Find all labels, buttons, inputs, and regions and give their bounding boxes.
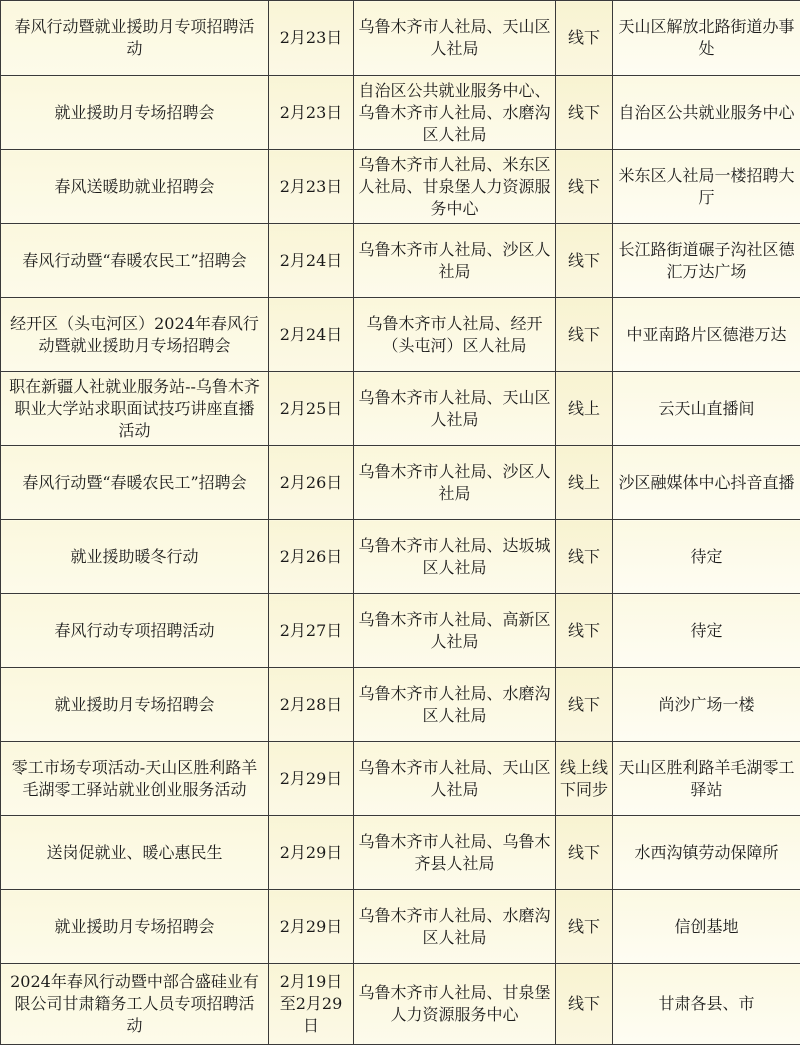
format-cell: 线下 <box>556 964 613 1045</box>
location-cell: 尚沙广场一楼 <box>613 668 800 742</box>
event-name-cell: 零工市场专项活动-天山区胜利路羊毛湖零工驿站就业创业服务活动 <box>1 742 269 816</box>
table-row <box>1 372 800 446</box>
organizer-cell: 乌鲁木齐市人社局、水磨沟区人社局 <box>354 890 556 964</box>
format-cell: 线上线下同步 <box>556 742 613 816</box>
location-cell: 水西沟镇劳动保障所 <box>613 816 800 890</box>
event-name-cell: 就业援助暖冬行动 <box>1 520 269 594</box>
event-date-cell: 2月23日 <box>269 76 354 150</box>
event-name-cell: 经开区（头屯河区）2024年春风行动暨就业援助月专场招聘会 <box>1 298 269 372</box>
event-date-cell: 2月24日 <box>269 224 354 298</box>
table-row <box>1 594 800 668</box>
organizer-cell: 乌鲁木齐市人社局、乌鲁木齐县人社局 <box>354 816 556 890</box>
location-cell: 待定 <box>613 594 800 668</box>
event-name-cell: 就业援助月专场招聘会 <box>1 76 269 150</box>
table-row <box>1 742 800 816</box>
event-date-cell: 2月28日 <box>269 668 354 742</box>
event-date-cell: 2月26日 <box>269 520 354 594</box>
location-cell: 中亚南路片区德港万达 <box>613 298 800 372</box>
event-date-cell: 2月25日 <box>269 372 354 446</box>
event-date-cell: 2月23日 <box>269 150 354 224</box>
organizer-cell: 乌鲁木齐市人社局、天山区人社局 <box>354 1 556 76</box>
format-cell: 线下 <box>556 668 613 742</box>
location-cell: 天山区解放北路街道办事处 <box>613 1 800 76</box>
event-date-cell: 2月27日 <box>269 594 354 668</box>
event-name-cell: 2024年春风行动暨中部合盛硅业有限公司甘肃籍务工人员专项招聘活动 <box>1 964 269 1045</box>
format-cell: 线下 <box>556 1 613 76</box>
format-cell: 线上 <box>556 372 613 446</box>
table-row <box>1 150 800 224</box>
organizer-cell: 乌鲁木齐市人社局、经开（头屯河）区人社局 <box>354 298 556 372</box>
event-name-cell: 春风送暖助就业招聘会 <box>1 150 269 224</box>
event-name-cell: 春风行动专项招聘活动 <box>1 594 269 668</box>
organizer-cell: 乌鲁木齐市人社局、沙区人社局 <box>354 446 556 520</box>
location-cell: 自治区公共就业服务中心 <box>613 76 800 150</box>
location-cell: 甘肃各县、市 <box>613 964 800 1045</box>
format-cell: 线下 <box>556 224 613 298</box>
format-cell: 线下 <box>556 150 613 224</box>
organizer-cell: 乌鲁木齐市人社局、水磨沟区人社局 <box>354 668 556 742</box>
event-name-cell: 春风行动暨“春暖农民工”招聘会 <box>1 224 269 298</box>
event-date-cell: 2月29日 <box>269 742 354 816</box>
event-name-cell: 春风行动暨就业援助月专项招聘活动 <box>1 1 269 76</box>
organizer-cell: 自治区公共就业服务中心、乌鲁木齐市人社局、水磨沟区人社局 <box>354 76 556 150</box>
organizer-cell: 乌鲁木齐市人社局、天山区人社局 <box>354 742 556 816</box>
format-cell: 线下 <box>556 594 613 668</box>
location-cell: 沙区融媒体中心抖音直播 <box>613 446 800 520</box>
event-date-cell: 2月29日 <box>269 816 354 890</box>
event-date-cell: 2月19日至2月29日 <box>269 964 354 1045</box>
organizer-cell: 乌鲁木齐市人社局、天山区人社局 <box>354 372 556 446</box>
table-row <box>1 520 800 594</box>
event-date-cell: 2月29日 <box>269 890 354 964</box>
location-cell: 长江路街道碾子沟社区德汇万达广场 <box>613 224 800 298</box>
organizer-cell: 乌鲁木齐市人社局、沙区人社局 <box>354 224 556 298</box>
table-body <box>1 1 800 1045</box>
table-row <box>1 816 800 890</box>
organizer-cell: 乌鲁木齐市人社局、米东区人社局、甘泉堡人力资源服务中心 <box>354 150 556 224</box>
table-row <box>1 76 800 150</box>
format-cell: 线上 <box>556 446 613 520</box>
format-cell: 线下 <box>556 890 613 964</box>
table-row <box>1 298 800 372</box>
event-name-cell: 就业援助月专场招聘会 <box>1 890 269 964</box>
table-row <box>1 446 800 520</box>
event-date-cell: 2月24日 <box>269 298 354 372</box>
event-name-cell: 送岗促就业、暖心惠民生 <box>1 816 269 890</box>
format-cell: 线下 <box>556 520 613 594</box>
location-cell: 待定 <box>613 520 800 594</box>
format-cell: 线下 <box>556 298 613 372</box>
event-name-cell: 职在新疆人社就业服务站--乌鲁木齐职业大学站求职面试技巧讲座直播活动 <box>1 372 269 446</box>
organizer-cell: 乌鲁木齐市人社局、高新区人社局 <box>354 594 556 668</box>
organizer-cell: 乌鲁木齐市人社局、甘泉堡人力资源服务中心 <box>354 964 556 1045</box>
event-date-cell: 2月26日 <box>269 446 354 520</box>
organizer-cell: 乌鲁木齐市人社局、达坂城区人社局 <box>354 520 556 594</box>
location-cell: 信创基地 <box>613 890 800 964</box>
event-name-cell: 春风行动暨“春暖农民工”招聘会 <box>1 446 269 520</box>
table-row <box>1 224 800 298</box>
event-date-cell: 2月23日 <box>269 1 354 76</box>
format-cell: 线下 <box>556 76 613 150</box>
format-cell: 线下 <box>556 816 613 890</box>
event-name-cell: 就业援助月专场招聘会 <box>1 668 269 742</box>
location-cell: 云天山直播间 <box>613 372 800 446</box>
location-cell: 米东区人社局一楼招聘大厅 <box>613 150 800 224</box>
table-row <box>1 964 800 1045</box>
table-row <box>1 890 800 964</box>
location-cell: 天山区胜利路羊毛湖零工驿站 <box>613 742 800 816</box>
table-row <box>1 668 800 742</box>
table-row <box>1 1 800 76</box>
